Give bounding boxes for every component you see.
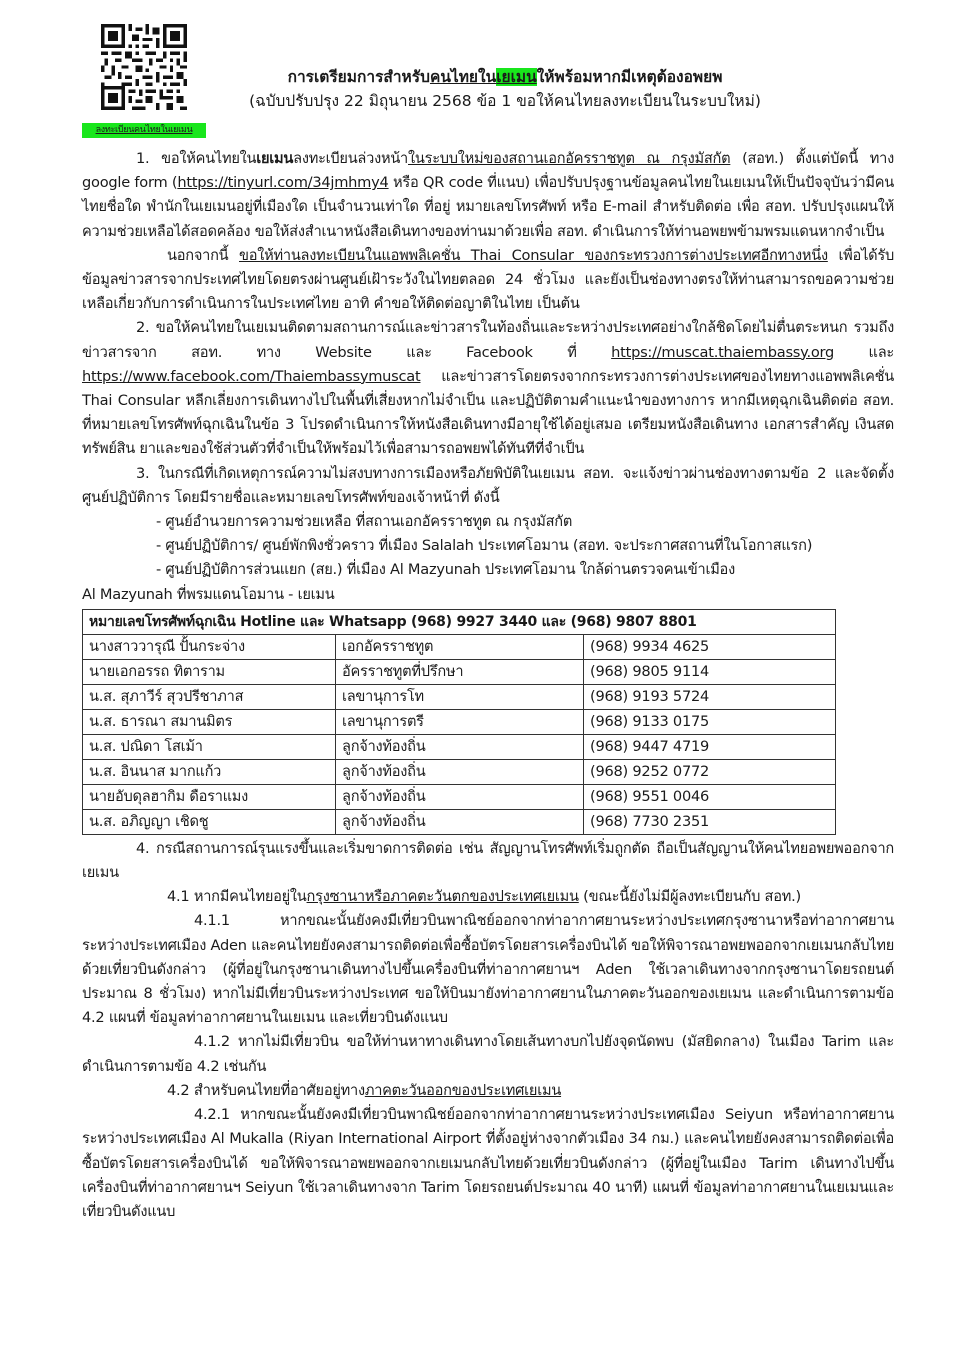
contact-position: ลูกจ้างท้องถิ่น: [336, 759, 584, 784]
title-underlined: คนไทยใน: [429, 68, 497, 86]
thai-consular-paragraph: [82, 244, 894, 317]
qr-register-link[interactable]: ลงทะเบียนคนไทยในเยเมน: [82, 123, 206, 138]
contact-name: น.ส. สุภาวีร์ สุวปรีชาภาส: [83, 684, 336, 709]
contact-name: น.ส. ธารณา สมานมิตร: [83, 709, 336, 734]
table-row: [83, 684, 836, 709]
contact-name: นายอับดุลฮากิม ดือราแมง: [83, 784, 336, 809]
text-run: เพื่อได้รับข้อมูลข่าวสารจากประเทศไทยโดยตรงผ่านศูนย์เฝ้าระวังในไทยตลอด 24 ชั่วโมง และยังเป็นช่องทางตรงให้ท่านสามารถขอความช่วยเหลือเกี่ยวกับการดำเนินการในประเทศไทย อาทิ คำขอให้ติดต่อญาติในไทย เป็นต้น: [82, 246, 894, 313]
contact-position: อัครราชทูตที่ปรึกษา: [336, 659, 584, 684]
section-4-1-1: 4.1.1 หากขณะนั้นยังคงมีเที่ยวบินพาณิชย์ออกจากท่าอากาศยานระหว่างประเทศกรุงซานาหรือท่าอากาศยานระหว่างประเทศเมือง Aden และคนไทยยังคงสามารถติดต่อเพื่อซื้อบัตรโดยสารเครื่องบินได้ ขอให้พิจารณาอพยพออกจากเยเมนกลับไทยด้วยเที่ยวบินดังกล่าว (ผู้ที่อยู่ในกรุงซานาเดินทางไปขึ้นเครื่องบินที่ท่าอากาศยานฯ Aden ใช้เวลาเดินทางจากกรุงซานาโดยรถยนต์ประมาณ 8 ชั่วโมง) หากไม่มีเที่ยวบินระหว่างประเทศ ขอให้บินมายังท่าอากาศยานในภาคตะวันออกของเยเมน และดำเนินการตามข้อ 4.2 แผนที่ ข้อมูลท่าอากาศยานในเยเมน และเที่ยวบินดังแนบ: [82, 912, 894, 1027]
contacts-table: [82, 609, 836, 835]
table-row: [83, 634, 836, 659]
contact-position: ลูกจ้างท้องถิ่น: [336, 809, 584, 834]
contact-phone: (968) 9133 0175: [584, 709, 836, 734]
table-row: [83, 784, 836, 809]
contact-position: เลขานุการตรี: [336, 709, 584, 734]
text-bold: เยเมน: [256, 150, 294, 167]
table-row: [83, 734, 836, 759]
text-run: (สอท.) ตั้งแต่บัดนี้ ทาง google form (: [82, 150, 894, 192]
text-underlined: กรุงซานาหรือภาคตะวันตกของประเทศเยเมน: [306, 888, 579, 906]
section-1-paragraph: [82, 147, 894, 244]
section-3-bullet: - ศูนย์ปฏิบัติการ/ ศูนย์พักพิงชั่วคราว ที่เมือง Salalah ประเทศโอมาน (สอท. จะประกาศสถานที่ในโอกาสแรก): [156, 537, 813, 555]
contact-name: นางสาววารุณี ปั้นกระจ่าง: [83, 634, 336, 659]
title-suffix: ให้พร้อมหากมีเหตุต้องอพยพ: [536, 68, 723, 86]
table-row: [83, 659, 836, 684]
text-run: ลงทะเบียนล่วงหน้า: [293, 150, 408, 167]
section-4-1-2: 4.1.2 หากไม่มีเที่ยวบิน ขอให้ท่านหาทางเดินทางโดยเส้นทางบกไปยังจุดนัดพบ (มัสยิดกลาง) ในเมือง Tarim และดำเนินการตามข้อ 4.2 เช่นกัน: [82, 1033, 894, 1075]
table-header-row: [83, 609, 836, 634]
text-run: 4.1 หากมีคนไทยอยู่ใน: [167, 888, 307, 906]
qr-code-icon[interactable]: [101, 24, 187, 110]
contact-phone: (968) 9805 9114: [584, 659, 836, 684]
text-underlined: ในระบบใหม่ของสถานเอกอัครราชทูต ณ กรุงมัสกัต: [408, 150, 731, 167]
section-3-bullet: - ศูนย์อำนวยการความช่วยเหลือ ที่สถานเอกอัครราชทูต ณ กรุงมัสกัต: [156, 513, 573, 531]
table-row: [83, 809, 836, 834]
section-2-paragraph: [82, 316, 894, 461]
page-title: [200, 66, 810, 88]
facebook-link[interactable]: https://www.facebook.com/Thaiembassymuscat: [82, 367, 421, 385]
text-run: (ขณะนี้ยังไม่มีผู้ลงทะเบียนกับ สอท.): [578, 888, 801, 906]
table-row: [83, 709, 836, 734]
contact-name: น.ส. ปณิดา โสเม้า: [83, 734, 336, 759]
table-row: [83, 759, 836, 784]
section-4-1-heading: [82, 885, 894, 909]
contact-phone: (968) 9447 4719: [584, 734, 836, 759]
section-4-2-heading: [82, 1079, 894, 1103]
text-underlined: ภาคตะวันออกของประเทศเยเมน: [364, 1081, 562, 1099]
text-underlined: ขอให้ท่านลงทะเบียนในแอพพลิเคชั่น Thai Consular ของกระทรวงการต่างประเทศอีกทางหนึ่ง: [239, 246, 828, 264]
contact-position: เอกอัครราชทูต: [336, 634, 584, 659]
website-link[interactable]: https://muscat.thaiembassy.org: [611, 343, 835, 361]
contact-phone: (968) 9193 5724: [584, 684, 836, 709]
contact-position: ลูกจ้างท้องถิ่น: [336, 784, 584, 809]
section-3-bullet-continuation: Al Mazyunah ที่พรมแดนโอมาน - เยเมน: [82, 585, 335, 603]
text-run: 4.2 สำหรับคนไทยที่อาศัยอยู่ทาง: [167, 1081, 365, 1099]
section-4-intro: 4. กรณีสถานการณ์รุนแรงขึ้นและเริ่มขาดการติดต่อ เช่น สัญญานโทรศัพท์เริ่มถูกตัด ถือเป็นสัญญานให้คนไทยอพยพออกจากเยเมน: [82, 839, 894, 882]
text-run: 2. ขอให้คนไทยในเยเมนติดตามสถานการณ์และข่าวสารในท้องถิ่นและระหว่างประเทศอย่างใกล้ชิดโดยไม่ตื่นตระหนก รวมถึงข่าวสารจาก สอท. ทาง Website และ Facebook ที่: [82, 319, 894, 361]
hotline-header: หมายเลขโทรศัพท์ฉุกเฉิน Hotline และ Whatsapp (968) 9927 3440 และ (968) 9807 8801: [83, 609, 836, 634]
contact-phone: (968) 9551 0046: [584, 784, 836, 809]
title-highlight: เยเมน: [496, 68, 537, 86]
section-3-bullet: - ศูนย์ปฏิบัติการส่วนแยก (สย.) ที่เมือง Al Mazyunah ประเทศโอมาน ใกล้ด่านตรวจคนเข้าเมือง: [156, 561, 735, 579]
document-body: [82, 147, 894, 1224]
contact-phone: (968) 9934 4625: [584, 634, 836, 659]
title-prefix: การเตรียมการสำหรับ: [287, 68, 430, 86]
contact-phone: (968) 7730 2351: [584, 809, 836, 834]
contact-position: เลขานุการโท: [336, 684, 584, 709]
text-run: 1. ขอให้คนไทยใน: [136, 150, 257, 167]
contact-phone: (968) 9252 0772: [584, 759, 836, 784]
section-4-2-1: 4.2.1 หากขณะนั้นยังคงมีเที่ยวบินพาณิชย์ออกจากท่าอากาศยานระหว่างประเทศเมือง Seiyun หรือท่าอากาศยานระหว่างประเทศเมือง Al Mukalla (Riyan International Airport ที่ตั้งอยู่ห่างจากตัวเมือง 34 กม.) และคนไทยยังคงสามารถติดต่อเพื่อซื้อบัตรโดยสารเครื่องบินได้ ขอให้พิจารณาอพยพออกจากเยเมนกลับไทยด้วยเที่ยวบินดังกล่าว (ผู้ที่อยู่ในเมือง Tarim เดินทางไปขึ้นเครื่องบินที่ท่าอากาศยานฯ Seiyun ใช้เวลาเดินทางจาก Tarim โดยรถยนต์ประมาณ 40 นาที) แผนที่ ข้อมูลท่าอากาศยานในเยเมนและเที่ยวบินดังแนบ: [82, 1106, 894, 1220]
text-run: นอกจากนี้: [167, 246, 240, 264]
section-3-intro: 3. ในกรณีที่เกิดเหตุการณ์ความไม่สงบทางการเมืองหรือภัยพิบัติในเยเมน สอท. จะแจ้งข่าวผ่านช่องทางตามข้อ 2 และจัดตั้งศูนย์ปฏิบัติการ โดยมีรายชื่อและหมายเลขโทรศัพท์ของเจ้าหน้าที่ ดังนี้: [82, 464, 894, 506]
text-run: และข่าวสารโดยตรงจากกระทรวงการต่างประเทศของไทยทางแอพพลิเคชั่น Thai Consular หลีกเลี่ยงการเดินทางไปในพื้นที่เสี่ยงหากไม่จำเป็น และปฏิบัติตามคำแนะนำของทางการ หากมีเหตุฉุกเฉินติดต่อ สอท. ที่หมายเลขโทรศัพท์ฉุกเฉินในข้อ 3 โปรดดำเนินการให้หนังสือเดินทางมีอายุใช้ได้อยู่เสมอ เตรียมหนังสือเดินทาง เอกสารสำคัญ เงินสด ทรัพย์สิน ยาและของใช้ส่วนตัวที่จำเป็นให้พร้อมไว้เพื่อสามารถอพยพได้ทันทีที่จำเป็น: [82, 367, 894, 458]
text-run: และ: [834, 343, 894, 361]
contact-name: น.ส. อินนาส มากแก้ว: [83, 759, 336, 784]
contact-name: นายเอกอรรถ ทิตาราม: [83, 659, 336, 684]
google-form-link[interactable]: https://tinyurl.com/34jmhmy4: [177, 174, 389, 192]
contact-position: ลูกจ้างท้องถิ่น: [336, 734, 584, 759]
text-run: หรือ QR code ที่แนบ) เพื่อปรับปรุงฐานข้อมูลคนไทยในเยเมนให้เป็นปัจจุบันว่ามีคนไทยชื่อใด พำนักในเยเมนอยู่ที่เมืองใด เป็นจำนวนเท่าใด ที่อยู่ หมายเลขโทรศัพท์ หรือ E-mail สำหรับติดต่อ เพื่อ สอท. ปรับปรุงแผนให้ความช่วยเหลือได้สอดคล้อง ขอให้ส่งสำเนาหนังสือเดินทางของท่านมาด้วยเพื่อ สอท. ดำเนินการให้ท่านอพยพข้ามพรมแดนหากจำเป็น: [82, 174, 894, 240]
page-subtitle: (ฉบับปรับปรุง 22 มิถุนายน 2568 ข้อ 1 ขอให้คนไทยลงทะเบียนในระบบใหม่): [249, 92, 761, 110]
contact-name: น.ส. อภิญญา เชิดชู: [83, 809, 336, 834]
